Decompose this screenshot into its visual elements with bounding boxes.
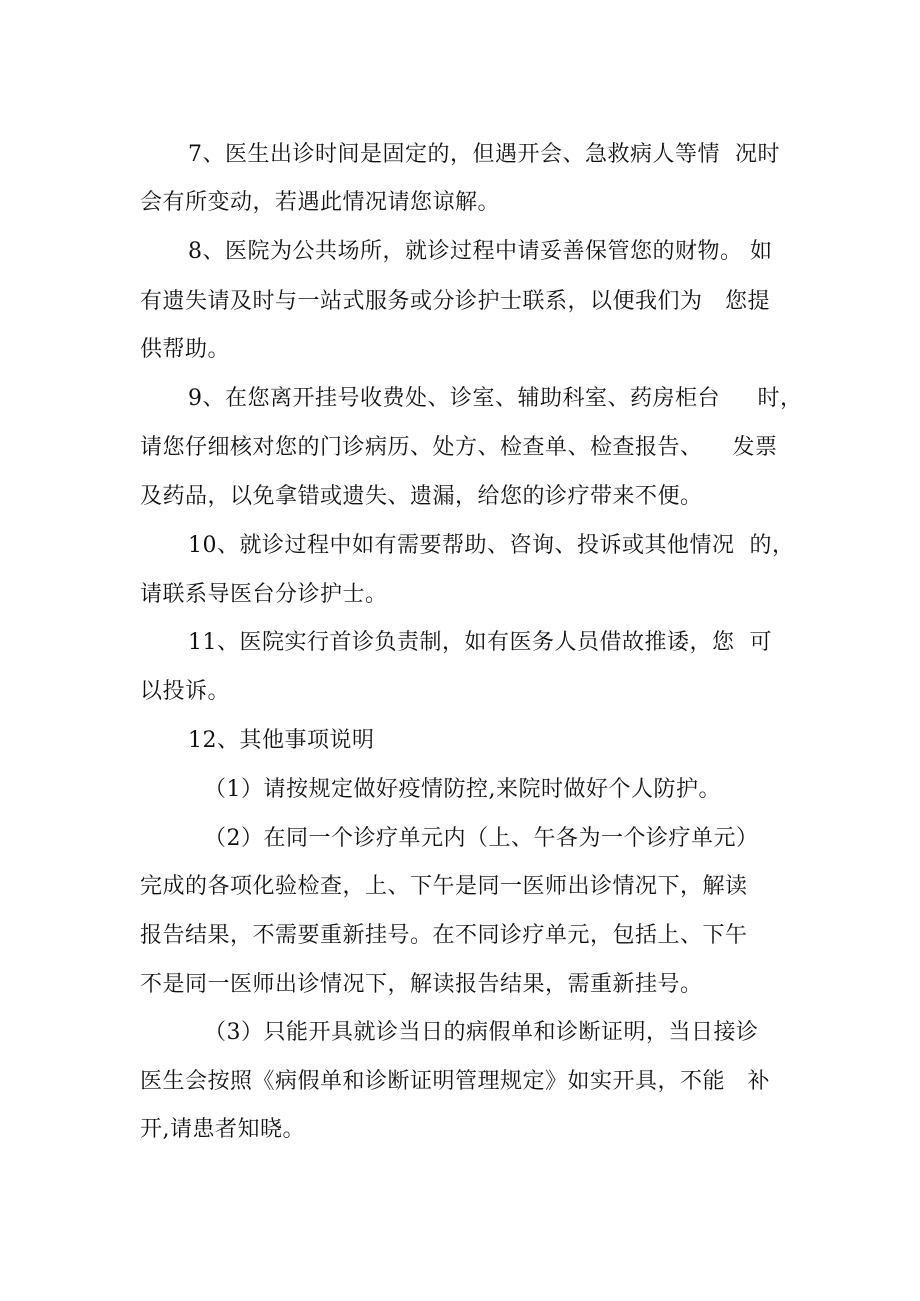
item-12-line-1: 12、其他事项说明 <box>188 728 375 753</box>
item-12-3-line-2: 医生会按照《病假单和诊断证明管理规定》如实开具，不能 补 <box>140 1069 770 1094</box>
item-11-line-2: 以投诉。 <box>140 679 231 704</box>
item-9-line-3: 及药品，以免拿错或遗失、遗漏，给您的诊疗带来不便。 <box>140 484 703 509</box>
item-12-2-line-4: 不是同一医师出诊情况下，解读报告结果，需重新挂号。 <box>140 972 703 997</box>
item-12-2-line-1: （2）在同一个诊疗单元内（上、午各为一个诊疗单元） <box>204 826 759 851</box>
item-10-line-1: 10、就诊过程中如有需要帮助、咨询、投诉或其他情况 的， <box>188 533 795 558</box>
item-9-line-1: 9、在您离开挂号收费处、诊室、辅助科室、药房柜台 时， <box>188 386 803 411</box>
item-8-line-3: 供帮助。 <box>140 337 231 362</box>
item-7-line-2: 会有所变动，若遇此情况请您谅解。 <box>140 190 501 215</box>
item-11-line-1: 11、医院实行首诊负责制，如有医务人员借故推诿，您 可 <box>188 630 772 655</box>
item-12-3-line-3: 开,请患者知晓。 <box>140 1117 305 1142</box>
item-12-2-line-2: 完成的各项化验检查，上、下午是同一医师出诊情况下，解读 <box>140 874 748 899</box>
item-7-line-1: 7、医生出诊时间是固定的，但遇开会、急救病人等情 况时 <box>188 142 780 167</box>
item-8-line-1: 8、医院为公共场所，就诊过程中请妥善保管您的财物。 如 <box>188 239 773 264</box>
item-12-1-line-1: （1）请按规定做好疫情防控,来院时做好个人防护。 <box>204 777 721 802</box>
item-12-3-line-1: （3）只能开具就诊当日的病假单和诊断证明，当日接诊 <box>204 1020 759 1045</box>
item-10-line-2: 请联系导医台分诊护士。 <box>140 582 388 607</box>
item-9-line-2: 请您仔细核对您的门诊病历、处方、检查单、检查报告、 发票 <box>140 435 778 460</box>
item-8-line-2: 有遗失请及时与一站式服务或分诊护士联系，以便我们为 您提 <box>140 289 770 314</box>
item-12-2-line-3: 报告结果，不需要重新挂号。在不同诊疗单元，包括上、下午 <box>140 923 748 948</box>
